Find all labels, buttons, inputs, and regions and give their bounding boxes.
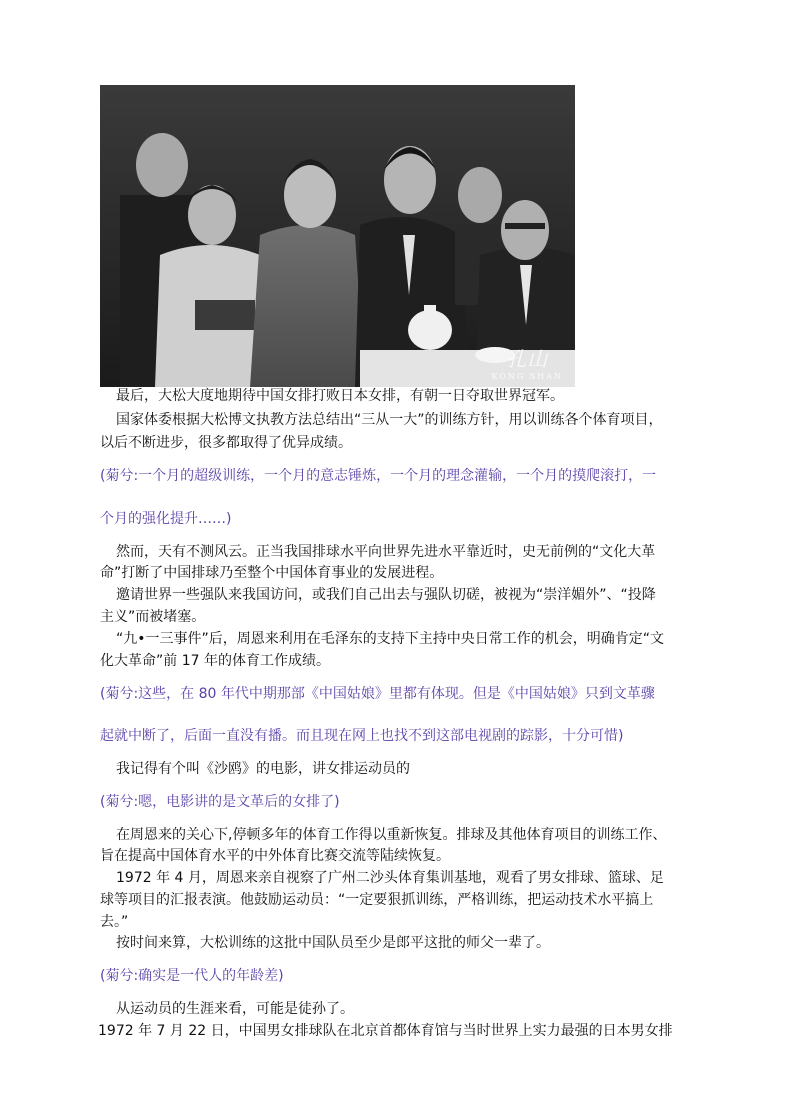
body-line: 命”打断了中国排球乃至整个中国体育事业的发展进程。 (100, 565, 444, 581)
body-line: “九•一三事件”后，周恩来利用在毛泽东的支持下主持中央日常工作的机会，明确肯定“文 (116, 631, 665, 647)
body-line: 从运动员的生涯来看，可能是徒孙了。 (116, 1001, 354, 1017)
body-line: 最后，大松大度地期待中国女排打败日本女排，有朝一日夺取世界冠军。 (116, 388, 564, 404)
body-line: 1972 年 7 月 22 日，中国男女排球队在北京首都体育馆与当时世界上实力最强的日本男女排 (98, 1023, 673, 1039)
body-line: 球等项目的汇报表演。他鼓励运动员：“一定要狠抓训练，严格训练，把运动技术水平搞上 (100, 892, 654, 908)
comment-line: (菊兮:这些，在 80 年代中期那部《中国姑娘》里都有体现。但是《中国姑娘》只到文革骤 (100, 686, 655, 702)
comment-line: (菊兮:嗯，电影讲的是文革后的女排了) (100, 794, 340, 810)
body-line: 以后不断进步，很多都取得了优异成绩。 (100, 435, 352, 451)
body-line: 按时间来算，大松训练的这批中国队员至少是郎平这批的师父一辈了。 (116, 935, 550, 951)
body-line: 然而，天有不测风云。正当我国排球水平向世界先进水平靠近时，史无前例的“文化大革 (116, 544, 656, 560)
body-line: 我记得有个叫《沙鸥》的电影，讲女排运动员的 (116, 761, 410, 777)
comment-line: 个月的强化提升……) (100, 511, 232, 527)
body-line: 1972 年 4 月，周恩来亲自视察了广州二沙头体育集训基地，观看了男女排球、篮球、足 (116, 870, 664, 886)
comment-line: (菊兮:一个月的超级训练，一个月的意志锤炼，一个月的理念灌输，一个月的摸爬滚打，一 (100, 468, 657, 484)
watermark-main: 孔山 (506, 347, 549, 371)
body-line: 去。” (100, 914, 129, 930)
comment-line: 起就中断了，后面一直没有播。而且现在网上也找不到这部电视剧的踪影，十分可惜) (100, 728, 624, 744)
photo-illustration (100, 85, 575, 387)
body-line: 国家体委根据大松博文执教方法总结出“三从一大”的训练方针，用以训练各个体育项目， (116, 412, 663, 428)
photo-watermark (492, 343, 564, 381)
body-line: 旨在提高中国体育水平的中外体育比赛交流等陆续恢复。 (100, 848, 450, 864)
watermark-sub: KONG SHAN (491, 372, 563, 381)
body-line: 在周恩来的关心下,停顿多年的体育工作得以重新恢复。排球及其他体育项目的训练工作、 (116, 827, 667, 843)
body-line: 化大革命”前 17 年的体育工作成绩。 (100, 653, 330, 669)
body-line: 邀请世界一些强队来我国访问，或我们自己出去与强队切磋，被视为“崇洋媚外”、“投降 (116, 587, 656, 603)
historical-group-photo (100, 85, 575, 387)
body-line: 主义”而被堵塞。 (100, 609, 206, 625)
comment-line: (菊兮:确实是一代人的年龄差) (100, 968, 284, 984)
